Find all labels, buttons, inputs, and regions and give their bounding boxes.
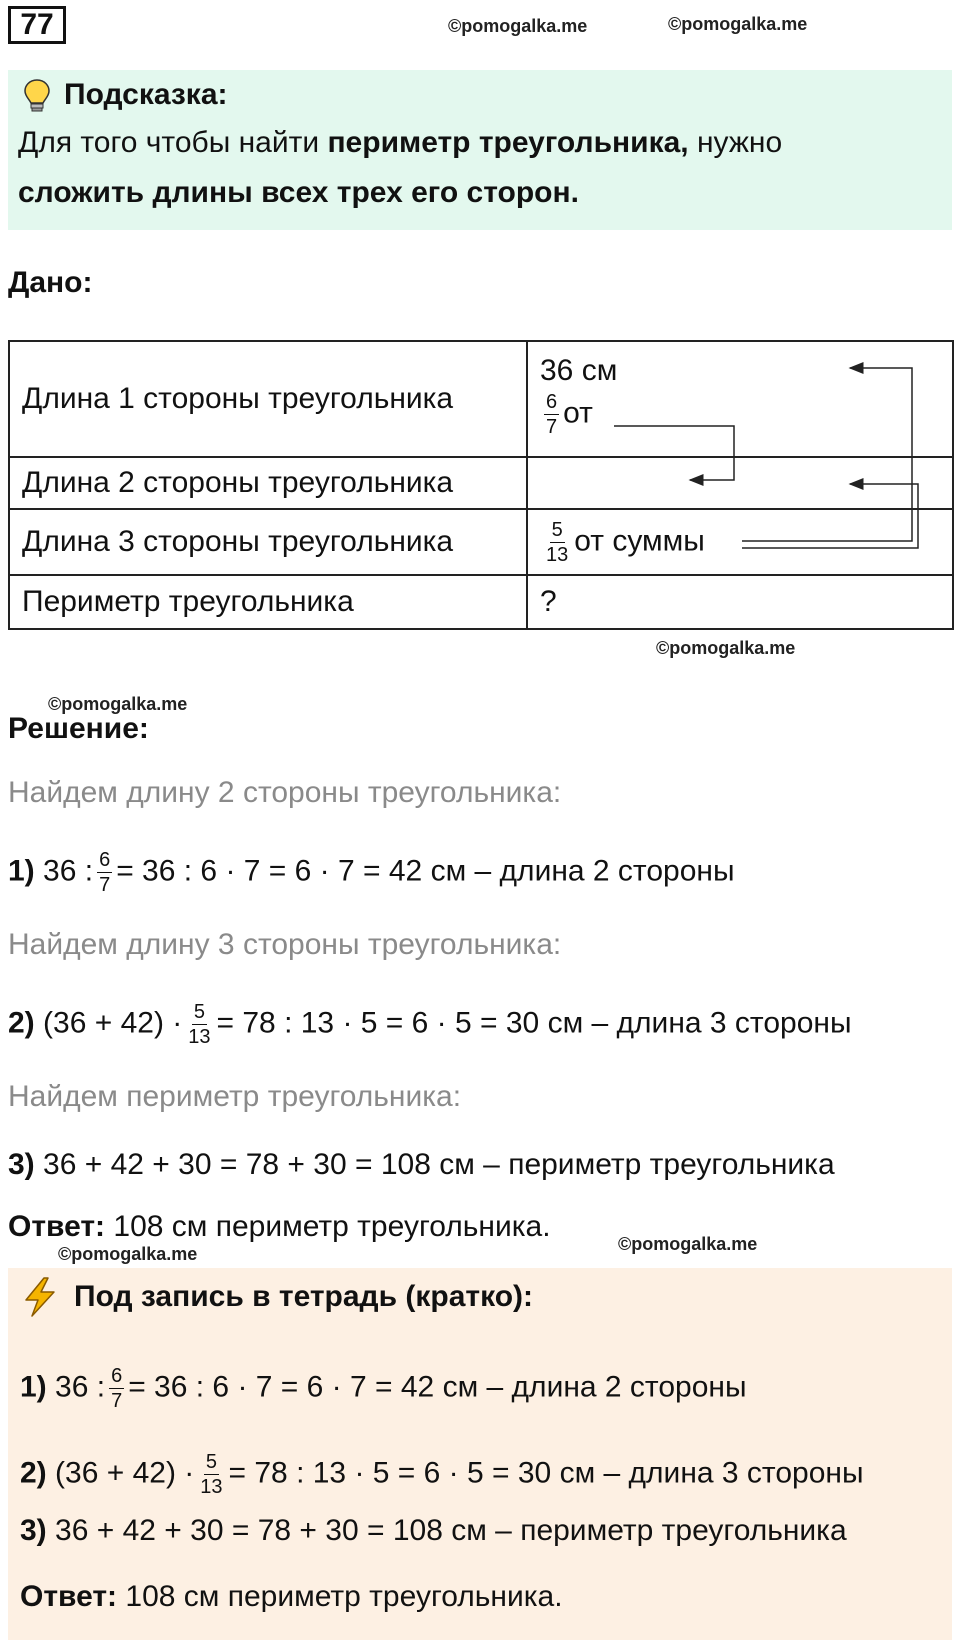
arrow-sum-to-2 — [742, 484, 918, 548]
hint-title: Подсказка: — [64, 78, 228, 111]
row-value: $\frac{5}{13}$ от суммы — [527, 509, 953, 575]
hint-line-1: Для того чтобы найти периметр треугольника, нужно — [18, 126, 783, 159]
step1-intro: Найдем длину 2 стороны треугольника: — [8, 776, 562, 809]
notebook-step3: 3) 36 + 42 + 30 = 78 + 30 = 108 см – периметр треугольника — [20, 1514, 847, 1547]
watermark: ©pomogalka.me — [448, 16, 588, 36]
notebook-title: Под запись в тетрадь (кратко): — [74, 1280, 534, 1313]
lightning-icon — [20, 1276, 60, 1323]
watermark: ©pomogalka.me — [48, 694, 188, 714]
watermark: ©pomogalka.me — [668, 14, 808, 34]
arrow-sum-to-1 — [742, 368, 912, 541]
step2-intro: Найдем длину 3 стороны треугольника: — [8, 928, 562, 961]
step3-intro: Найдем периметр треугольника: — [8, 1080, 462, 1113]
notebook-step2: 2) (36 + 42) · $\frac{5}{13}$ = 78 : 13 · 5 = 6 · 5 = 30 см – длина 3 стороны — [20, 1451, 864, 1498]
row-value: 36 см $\frac{6}{7}$ от — [527, 341, 953, 457]
notebook-step1: 1) 36 : $\frac{6}{7}$ = 36 : 6 · 7 = 6 · 7 = 42 см – длина 2 стороны — [20, 1365, 747, 1412]
watermark: ©pomogalka.me — [58, 1244, 198, 1264]
watermark: ©pomogalka.me — [656, 638, 796, 658]
arrow-1-to-2 — [614, 426, 734, 480]
given-heading: Дано: — [8, 266, 93, 299]
answer-line: Ответ: 108 см периметр треугольника. — [8, 1210, 551, 1243]
row-value: ? — [527, 575, 953, 629]
watermark: ©pomogalka.me — [618, 1234, 758, 1254]
task-number: 77 — [8, 6, 66, 44]
hint-line-2: сложить длины всех трех его сторон. — [18, 176, 579, 209]
row-label: Длина 1 стороны треугольника — [9, 341, 527, 457]
step2-line: 2) (36 + 42) · $\frac{5}{13}$ = 78 : 13 · 5 = 6 · 5 = 30 см – длина 3 стороны — [8, 1001, 852, 1048]
row-label: Длина 3 стороны треугольника — [9, 509, 527, 575]
row-label: Периметр треугольника — [9, 575, 527, 629]
relation-arrows — [0, 0, 960, 660]
notebook-answer: Ответ: 108 см периметр треугольника. — [20, 1580, 563, 1613]
solution-heading: Решение: — [8, 712, 149, 745]
step3-line: 3) 36 + 42 + 30 = 78 + 30 = 108 см – периметр треугольника — [8, 1148, 835, 1181]
step1-line: 1) 36 : $\frac{6}{7}$ = 36 : 6 · 7 = 6 · 7 = 42 см – длина 2 стороны — [8, 849, 735, 896]
row-label: Длина 2 стороны треугольника — [9, 457, 527, 509]
